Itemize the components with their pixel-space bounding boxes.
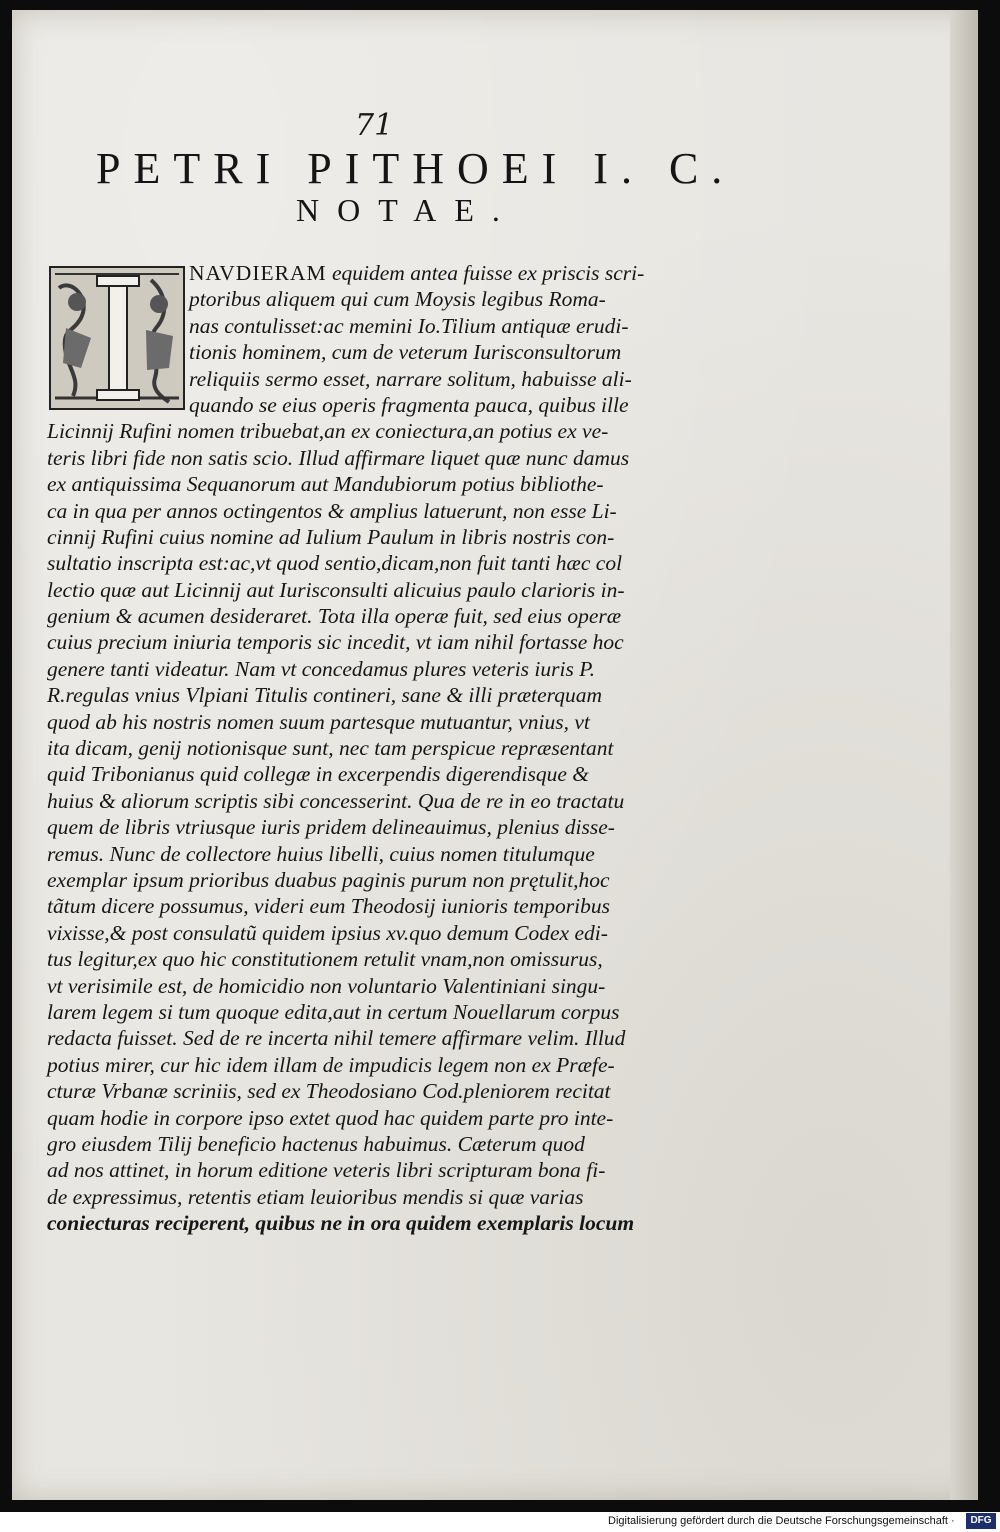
body-text bbox=[47, 260, 707, 1236]
text-line: R.regulas vnius Vlpiani Titulis contineri, sane & illi præterquam bbox=[47, 683, 603, 708]
text-line-content: equidem antea fuisse ex priscis scri- bbox=[326, 261, 645, 285]
text-line: cturæ Vrbanæ scriniis, sed ex Theodosiano Cod.pleniorem recitat bbox=[47, 1079, 611, 1104]
text-line: gro eiusdem Tilij beneficio hactenus habuimus. Cæterum quod bbox=[47, 1131, 585, 1156]
text-line: quam hodie in corpore ipso extet quod hac quidem parte pro inte- bbox=[47, 1105, 614, 1130]
text-line: larem legem si tum quoque edita,aut in certum Nouellarum corpus bbox=[47, 999, 620, 1024]
text-line: de expressimus, retentis etiam leuioribus mendis si quæ varias bbox=[47, 1184, 584, 1209]
page-number: 71 bbox=[355, 108, 394, 143]
text-line: ptoribus aliquem qui cum Moysis legibus Roma- bbox=[189, 287, 606, 312]
text-line: ad nos attinet, in horum editione veteris libri scripturam bona fi- bbox=[47, 1158, 606, 1183]
text-line: cinnij Rufini cuius nomine ad Iulium Paulum in libris nostris con- bbox=[47, 524, 615, 549]
text-line: reliquiis sermo esset, narrare solitum, habuisse ali- bbox=[189, 366, 632, 391]
text-line bbox=[47, 260, 707, 286]
text-line: lectio quæ aut Licinnij aut Iurisconsulti alicuius paulo clarioris in- bbox=[47, 577, 625, 602]
text-line: ca in qua per annos octingentos & amplius latuerunt, non esse Li- bbox=[47, 498, 617, 523]
digitization-credit: Digitalisierung gefördert durch die Deutsche Forschungsgemeinschaft · bbox=[608, 1515, 955, 1527]
dfg-logo: DFG bbox=[966, 1513, 996, 1529]
text-line: exemplar ipsum prioribus duabus paginis purum non prętulit,hoc bbox=[47, 867, 610, 892]
text-line: tãtum dicere possumus, videri eum Theodosij iunioris temporibus bbox=[47, 894, 610, 919]
text-line: huius & aliorum scriptis sibi concesserint. Qua de re in eo tractatu bbox=[47, 788, 625, 813]
text-line: vixisse,& post consulatũ quidem ipsius xv.quo demum Codex edi- bbox=[47, 920, 608, 945]
text-line: nas contulisset:ac memini Io.Tilium antiquæ erudi- bbox=[189, 313, 629, 338]
text-line: cuius precium iniuria temporis sic incedit, vt iam nihil fortasse hoc bbox=[47, 630, 624, 655]
text-line: quando se eius operis fragmenta pauca, quibus ille bbox=[189, 392, 629, 417]
text-line: redacta fuisset. Sed de re incerta nihil temere affirmare velim. Illud bbox=[47, 1026, 626, 1051]
text-line: tionis hominem, cum de veterum Iurisconsultorum bbox=[189, 340, 622, 365]
text-line: Licinnij Rufini nomen tribuebat,an ex coniectura,an potius ex ve- bbox=[47, 419, 609, 444]
text-line: remus. Nunc de collectore huius libelli, cuius nomen titulumque bbox=[47, 841, 595, 866]
text-line: quid Tribonianus quid collegæ in excerpendis digerendisque & bbox=[47, 762, 590, 787]
page-edge bbox=[950, 10, 978, 1500]
text-line: coniecturas reciperent, quibus ne in ora quidem exemplaris locum bbox=[47, 1211, 635, 1236]
text-line: potius mirer, cur hic idem illam de impudicis legem non ex Præfe- bbox=[47, 1052, 615, 1077]
text-line: genere tanti videatur. Nam vt concedamus plures veteris iuris P. bbox=[47, 656, 595, 681]
text-line: quod ab his nostris nomen suum partesque mutuantur, vnius, vt bbox=[47, 709, 590, 734]
text-line: quem de libris vtriusque iuris pridem delineauimus, plenius disse- bbox=[47, 815, 615, 840]
page-subtitle: NOTAE. bbox=[296, 192, 518, 228]
page-title: PETRI PITHOEI I. C. bbox=[96, 144, 736, 193]
initial-caps: NAVDIERAM bbox=[189, 261, 327, 285]
text-line: teris libri fide non satis scio. Illud affirmare liquet quæ nunc damus bbox=[47, 445, 630, 470]
text-line: sultatio inscripta est:ac,vt quod sentio,dicam,non fuit tanti hæc col bbox=[47, 551, 623, 576]
text-line: vt verisimile est, de homicidio non voluntario Valentiniani singu- bbox=[47, 973, 606, 998]
text-line: ita dicam, genij notionisque sunt, nec tam perspicue repræsentant bbox=[47, 736, 614, 761]
text-line: ex antiquissima Sequanorum aut Mandubiorum potius bibliothe- bbox=[47, 472, 604, 497]
text-line: genium & acumen desideraret. Tota illa operæ fuit, sed eius operæ bbox=[47, 604, 622, 629]
text-line: tus legitur,ex quo hic constitutionem retulit vnam,non omissurus, bbox=[47, 947, 603, 972]
